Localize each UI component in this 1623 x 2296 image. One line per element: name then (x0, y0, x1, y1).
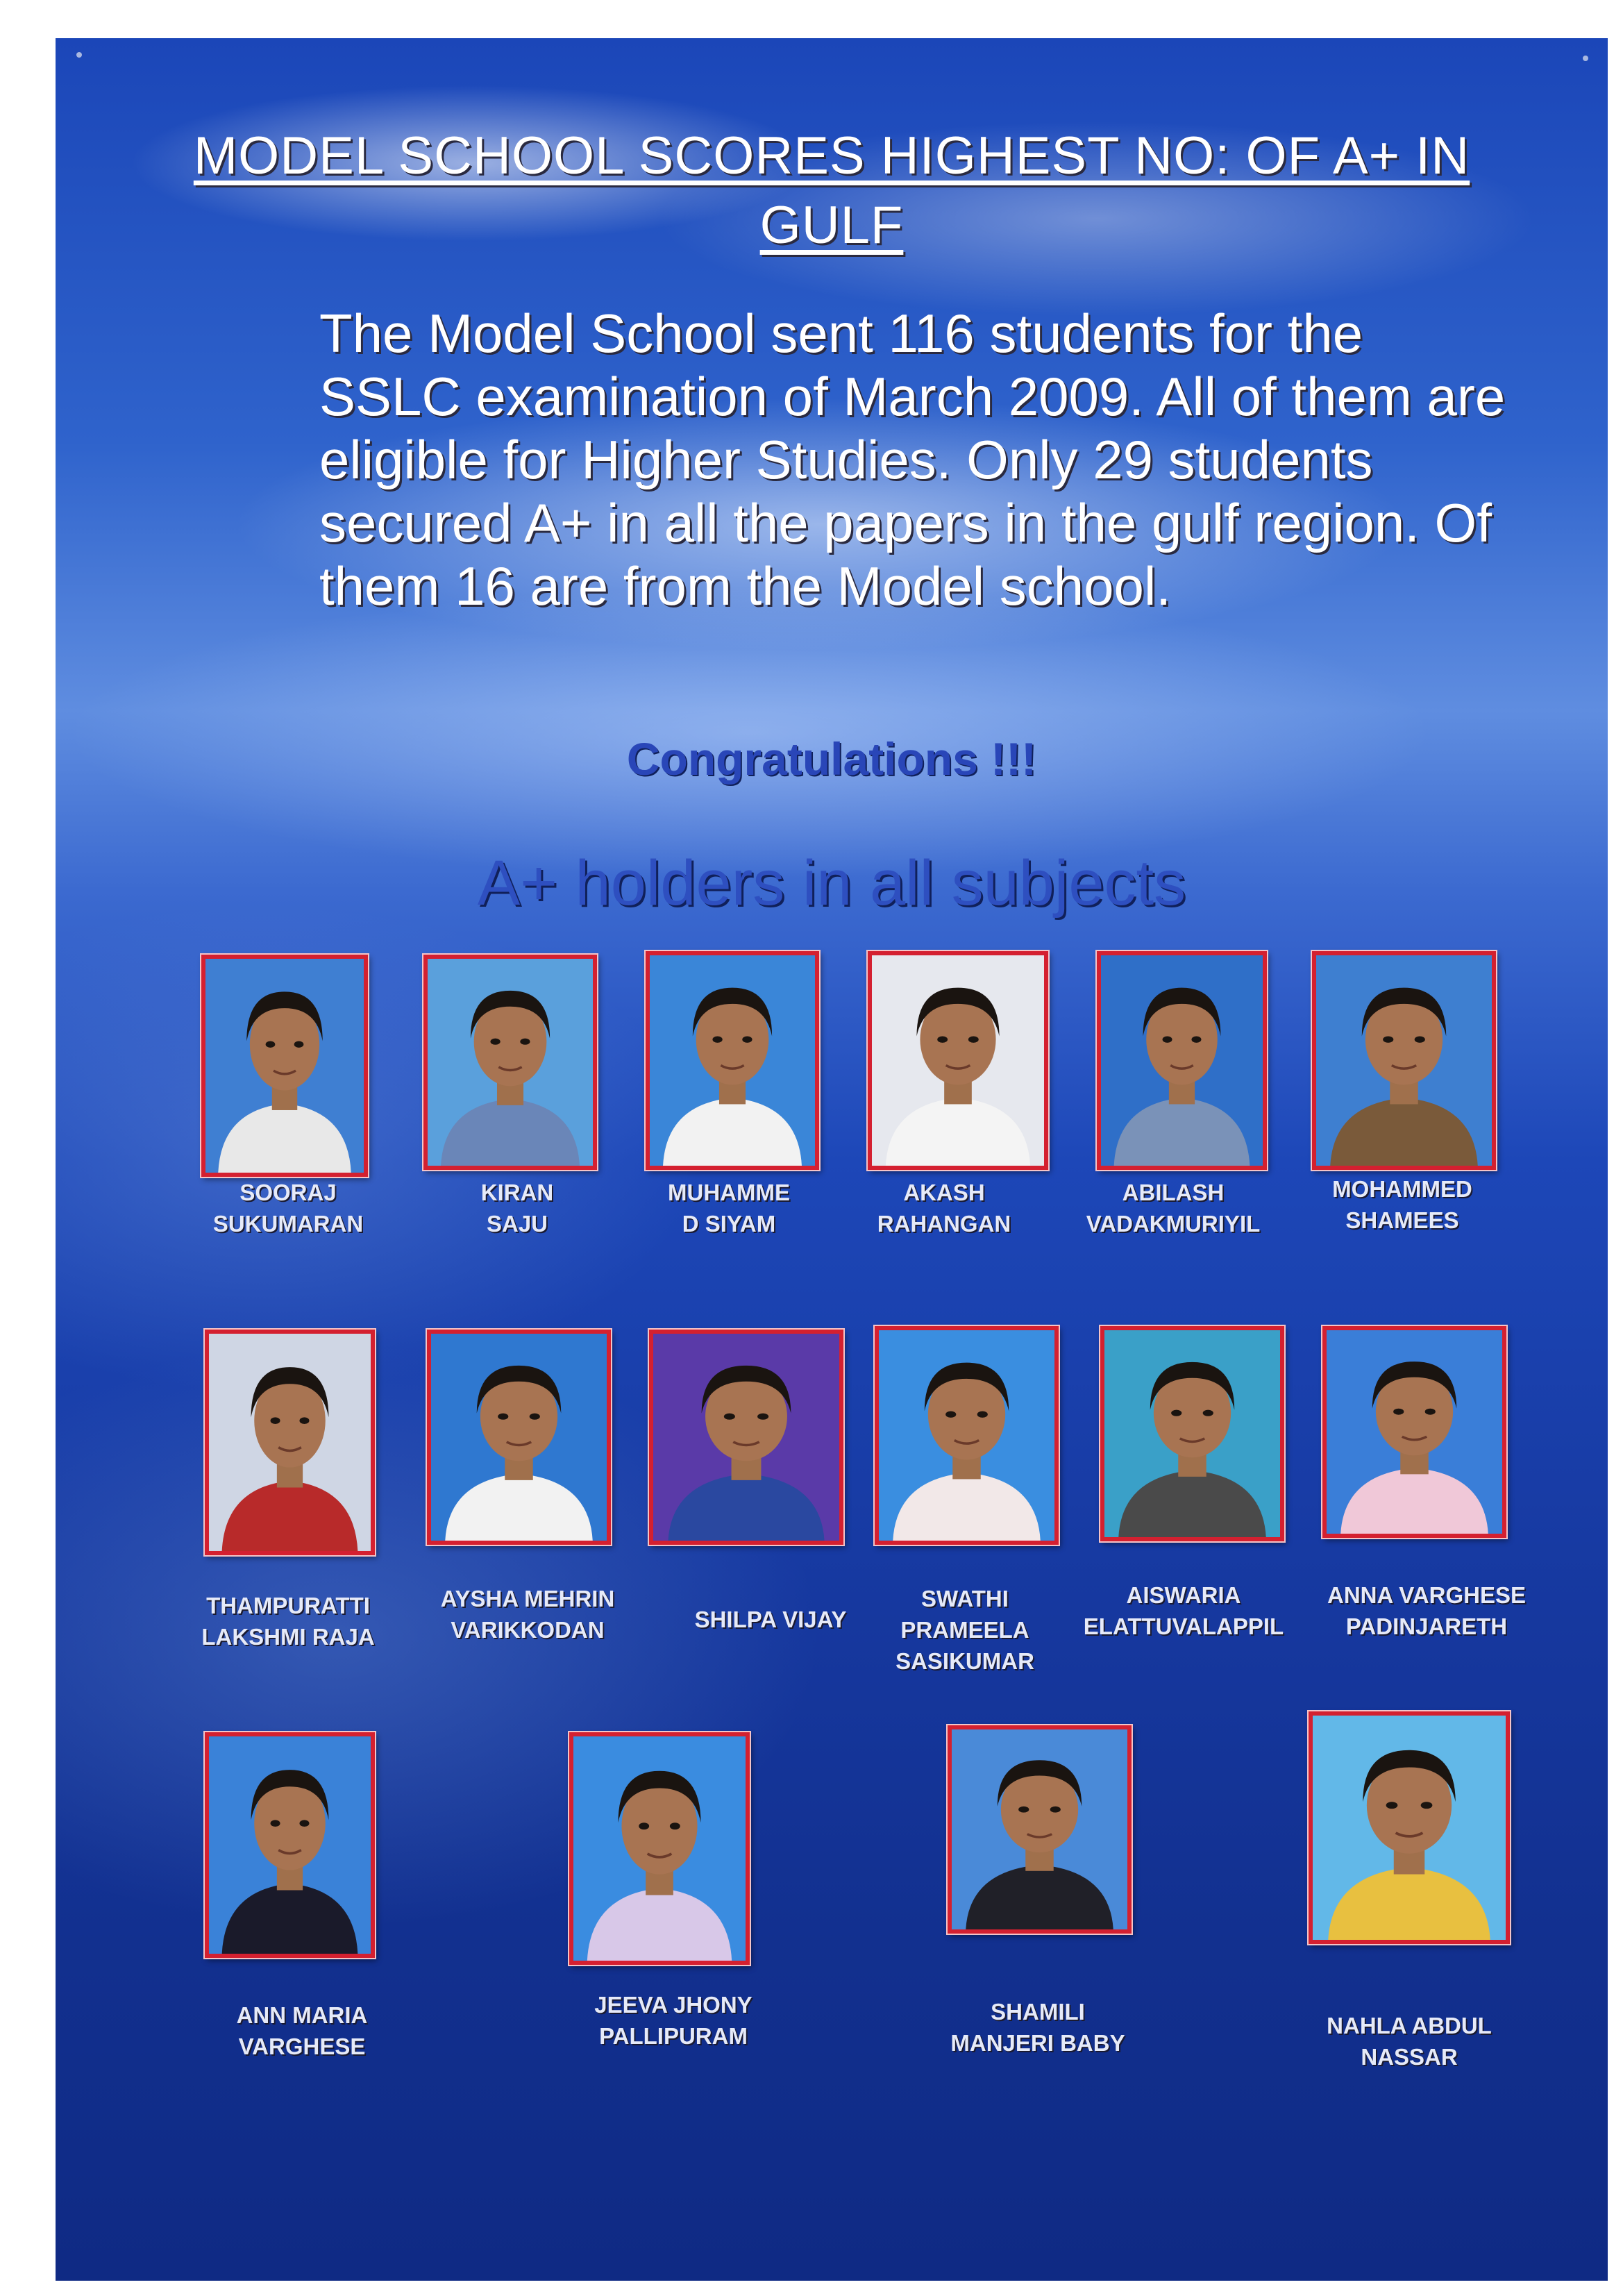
student-name-line: KIRAN (480, 1180, 554, 1205)
student-name-line: ANN MARIA (236, 2002, 368, 2028)
student-photo (875, 1326, 1059, 1545)
student-name-line: JEEVA JHONY (594, 1992, 752, 2018)
student-name (1045, 1579, 1322, 1642)
student-photo (569, 1732, 750, 1965)
pin-dot (76, 52, 82, 58)
student-name (1270, 2010, 1548, 2072)
student-name-line: SAJU (486, 1211, 548, 1237)
congratulations-text: Congratulations !!! (626, 733, 1037, 785)
title-line-2: GULF (759, 196, 904, 255)
student-photo (868, 951, 1048, 1170)
student-name-line: AKASH (903, 1180, 985, 1205)
student-name-line: SASIKUMAR (895, 1648, 1034, 1674)
student-name-line: MOHAMMED (1332, 1176, 1472, 1202)
student-photo (423, 955, 597, 1170)
student-name (535, 1989, 812, 2052)
title-line-1: MODEL SCHOOL SCORES HIGHEST NO: OF A+ IN (193, 126, 1470, 185)
student-name (1288, 1579, 1565, 1642)
student-name-line: ABILASH (1122, 1180, 1225, 1205)
student-name (389, 1583, 666, 1645)
student-name-line: VARGHESE (238, 2034, 366, 2059)
student-name-line: NASSAR (1361, 2044, 1458, 2070)
student-photo (205, 1330, 375, 1555)
subheading: A+ holders in all subjects (477, 848, 1186, 919)
student-name (899, 1996, 1177, 2059)
student-name-line: D SIYAM (682, 1211, 776, 1237)
student-photo (649, 1330, 843, 1545)
student-name-line: SWATHI (921, 1586, 1009, 1611)
student-name (149, 1590, 427, 1652)
student-name-line: NAHLA ABDUL (1327, 2013, 1492, 2038)
student-name-line: AYSHA MEHRIN (440, 1586, 615, 1611)
poster-title (56, 121, 1608, 260)
intro-paragraph: The Model School sent 116 students for the SSLC examination of March 2009. All of them are eligible for Higher Studies. Only 29 students secured A+ in all the papers in the gulf region. Of them 16 are from the Model school. (319, 303, 1506, 617)
student-photo (948, 1725, 1132, 1934)
student-photo (427, 1330, 611, 1545)
student-name-line: LAKSHMI RAJA (201, 1624, 375, 1650)
pin-dot (1583, 56, 1588, 61)
student-name-line: SHAMILI (991, 1999, 1085, 2025)
poster (56, 38, 1608, 2281)
student-name-line: AISWARIA (1126, 1582, 1241, 1608)
student-name (163, 2000, 441, 2062)
student-name-line: SOORAJ (239, 1180, 337, 1205)
student-photo (1100, 1326, 1284, 1541)
student-name-line: MUHAMME (668, 1180, 790, 1205)
student-name-line: MANJERI BABY (950, 2030, 1125, 2056)
student-name-line: ELATTUVALAPPIL (1083, 1614, 1284, 1639)
student-name-line: VADAKMURIYIL (1086, 1211, 1261, 1237)
student-photo (646, 951, 819, 1170)
student-name-line: SUKUMARAN (212, 1211, 364, 1237)
student-photo (1097, 951, 1267, 1170)
student-name (1263, 1173, 1541, 1236)
student-photo (205, 1732, 375, 1958)
student-name-line: PADINJARETH (1345, 1614, 1508, 1639)
student-photo (201, 955, 368, 1177)
student-name-line: RAHANGAN (877, 1211, 1011, 1237)
student-photo (1322, 1326, 1506, 1538)
student-name-line: SHILPA VIJAY (694, 1607, 847, 1632)
student-name-line: SHAMEES (1345, 1207, 1459, 1233)
student-name-line: ANNA VARGHESE (1327, 1582, 1527, 1608)
student-name-line: THAMPURATTI (206, 1593, 370, 1618)
student-name-line: PALLIPURAM (599, 2023, 748, 2049)
student-name-line: PRAMEELA (900, 1617, 1029, 1643)
student-photo (1309, 1711, 1510, 1944)
student-photo (1312, 951, 1496, 1170)
student-name-line: VARIKKODAN (451, 1617, 605, 1643)
